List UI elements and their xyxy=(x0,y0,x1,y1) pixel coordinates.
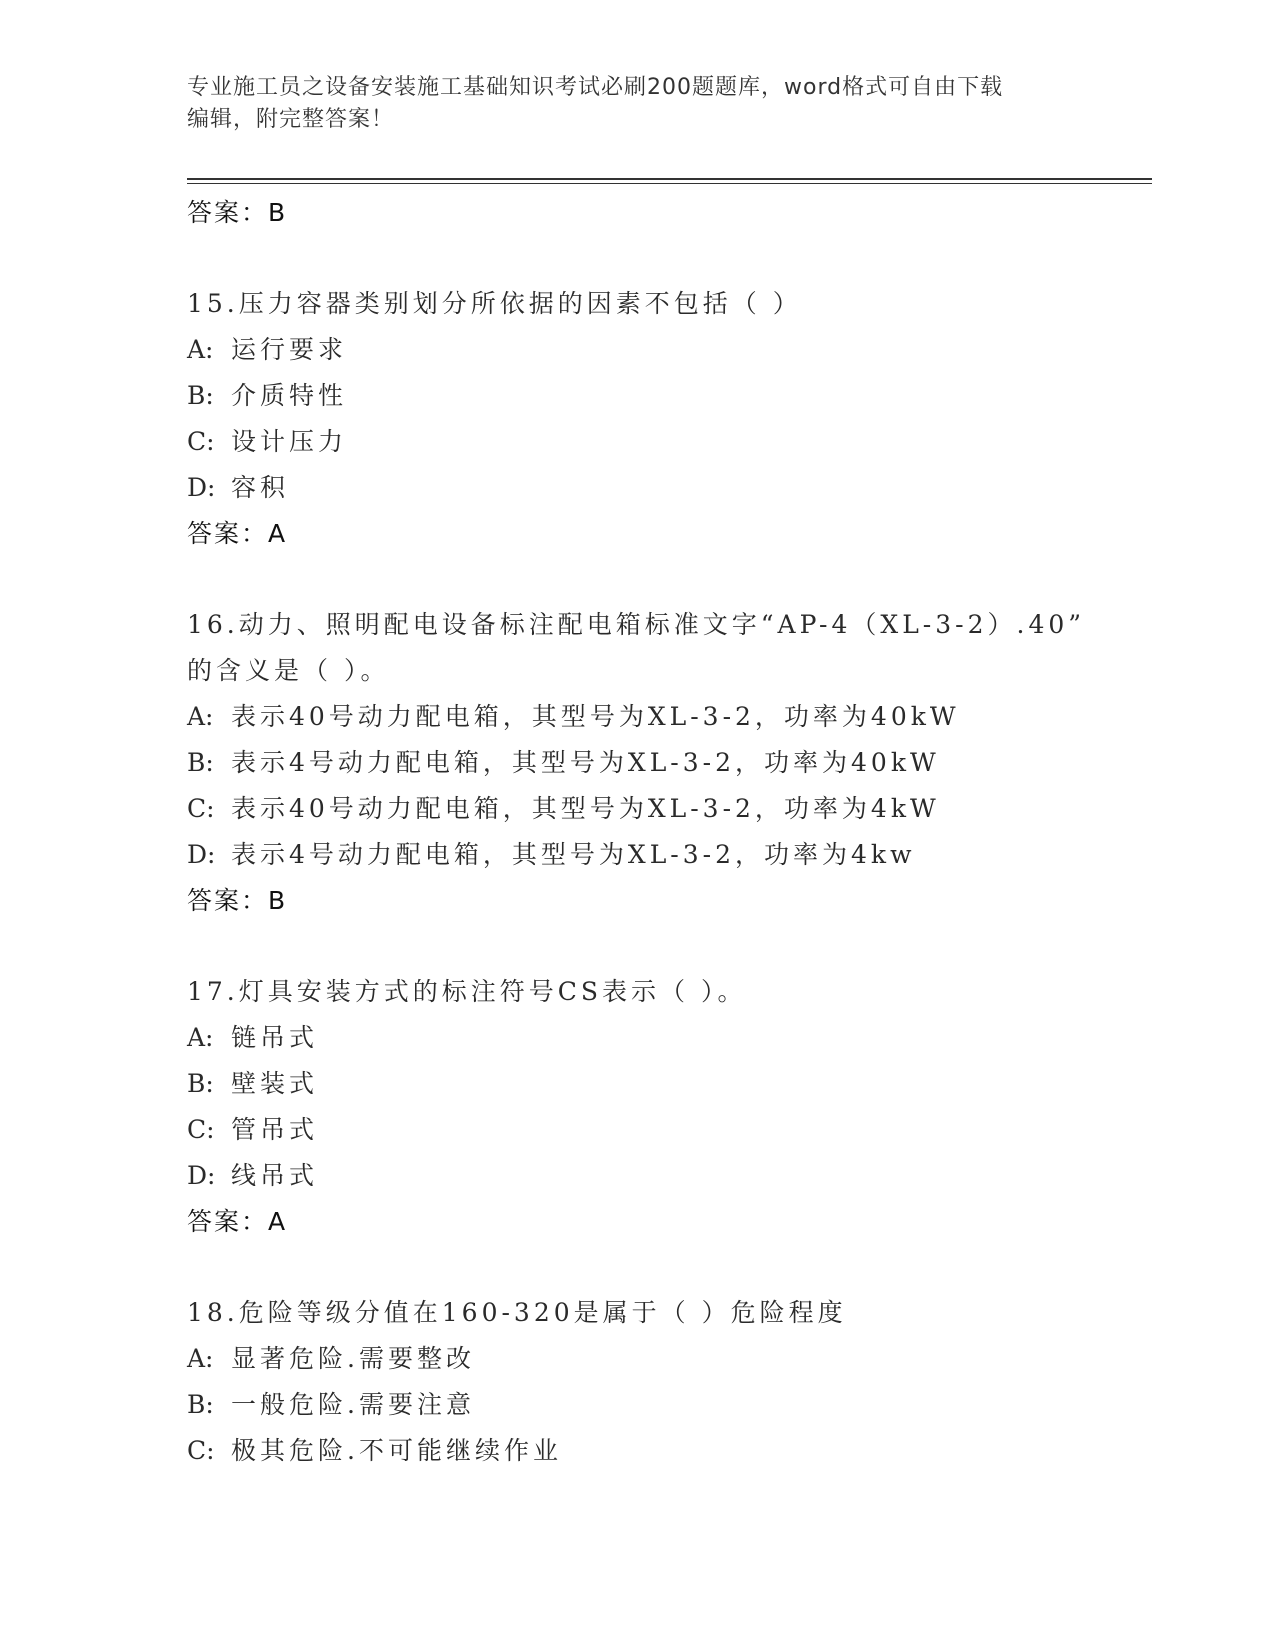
option-text: 显著危险.需要整改 xyxy=(231,1344,475,1373)
question-15 xyxy=(187,281,1087,557)
option-d xyxy=(187,465,1087,511)
question-text: 16.动力、照明配电设备标注配电箱标准文字“AP-4（XL-3-2）.40” xyxy=(187,610,1086,639)
question-17 xyxy=(187,969,1087,1245)
question-text: 15.压力容器类别划分所依据的因素不包括（ ） xyxy=(187,289,802,318)
previous-answer: 答案：B xyxy=(187,198,288,227)
option-letter: C: xyxy=(187,1115,215,1144)
option-letter: D: xyxy=(187,840,216,869)
option-text: 极其危险.不可能继续作业 xyxy=(231,1436,562,1465)
option-letter: A: xyxy=(187,702,214,731)
option-c xyxy=(187,1428,1087,1474)
option-letter: D: xyxy=(187,473,216,502)
spacer xyxy=(187,924,1087,969)
option-text: 链吊式 xyxy=(231,1023,319,1052)
option-letter: A: xyxy=(187,335,214,364)
option-letter: A: xyxy=(187,1023,214,1052)
option-letter: B: xyxy=(187,381,214,410)
option-c xyxy=(187,1107,1087,1153)
option-letter: B: xyxy=(187,1390,214,1419)
option-a xyxy=(187,1015,1087,1061)
spacer xyxy=(187,1245,1087,1290)
option-text: 壁装式 xyxy=(231,1069,319,1098)
option-letter: D: xyxy=(187,1161,216,1190)
question-16 xyxy=(187,602,1087,924)
header-divider-thin xyxy=(187,183,1152,184)
option-text: 设计压力 xyxy=(231,427,348,456)
question-list xyxy=(187,190,1087,1474)
option-text: 表示40号动力配电箱，其型号为XL-3-2，功率为4kW xyxy=(231,794,940,823)
option-letter: C: xyxy=(187,1436,215,1465)
answer-line: 答案：A xyxy=(187,1207,288,1236)
header-line-2: 编辑，附完整答案！ xyxy=(187,107,395,132)
question-18 xyxy=(187,1290,1087,1474)
spacer xyxy=(187,236,1087,281)
option-c xyxy=(187,786,1087,832)
option-text: 表示40号动力配电箱，其型号为XL-3-2，功率为40kW xyxy=(231,702,960,731)
option-b xyxy=(187,373,1087,419)
spacer xyxy=(187,557,1087,602)
header-line-1: 专业施工员之设备安装施工基础知识考试必刷200题题库，word格式可自由下载 xyxy=(187,75,1004,100)
question-text: 17.灯具安装方式的标注符号CS表示（ ）。 xyxy=(187,977,747,1006)
question-text-continued: 的含义是（ ）。 xyxy=(187,656,390,685)
option-letter: B: xyxy=(187,748,214,777)
option-text: 表示4号动力配电箱，其型号为XL-3-2，功率为40kW xyxy=(231,748,940,777)
option-text: 一般危险.需要注意 xyxy=(231,1390,475,1419)
answer-line: 答案：A xyxy=(187,519,288,548)
option-a xyxy=(187,327,1087,373)
answer-line: 答案：B xyxy=(187,886,288,915)
option-letter: C: xyxy=(187,794,215,823)
header-divider xyxy=(187,178,1152,180)
question-text: 18.危险等级分值在160-320是属于（ ）危险程度 xyxy=(187,1298,847,1327)
option-letter: C: xyxy=(187,427,215,456)
option-a xyxy=(187,1336,1087,1382)
option-text: 介质特性 xyxy=(231,381,348,410)
option-letter: A: xyxy=(187,1344,214,1373)
option-a xyxy=(187,694,1087,740)
option-c xyxy=(187,419,1087,465)
option-text: 表示4号动力配电箱，其型号为XL-3-2，功率为4kw xyxy=(231,840,916,869)
option-d xyxy=(187,832,1087,878)
option-d xyxy=(187,1153,1087,1199)
option-text: 运行要求 xyxy=(231,335,348,364)
option-b xyxy=(187,1061,1087,1107)
option-letter: B: xyxy=(187,1069,214,1098)
option-text: 管吊式 xyxy=(231,1115,319,1144)
option-text: 容积 xyxy=(231,473,290,502)
option-text: 线吊式 xyxy=(231,1161,319,1190)
option-b xyxy=(187,740,1087,786)
document-header xyxy=(187,72,1067,136)
option-b xyxy=(187,1382,1087,1428)
